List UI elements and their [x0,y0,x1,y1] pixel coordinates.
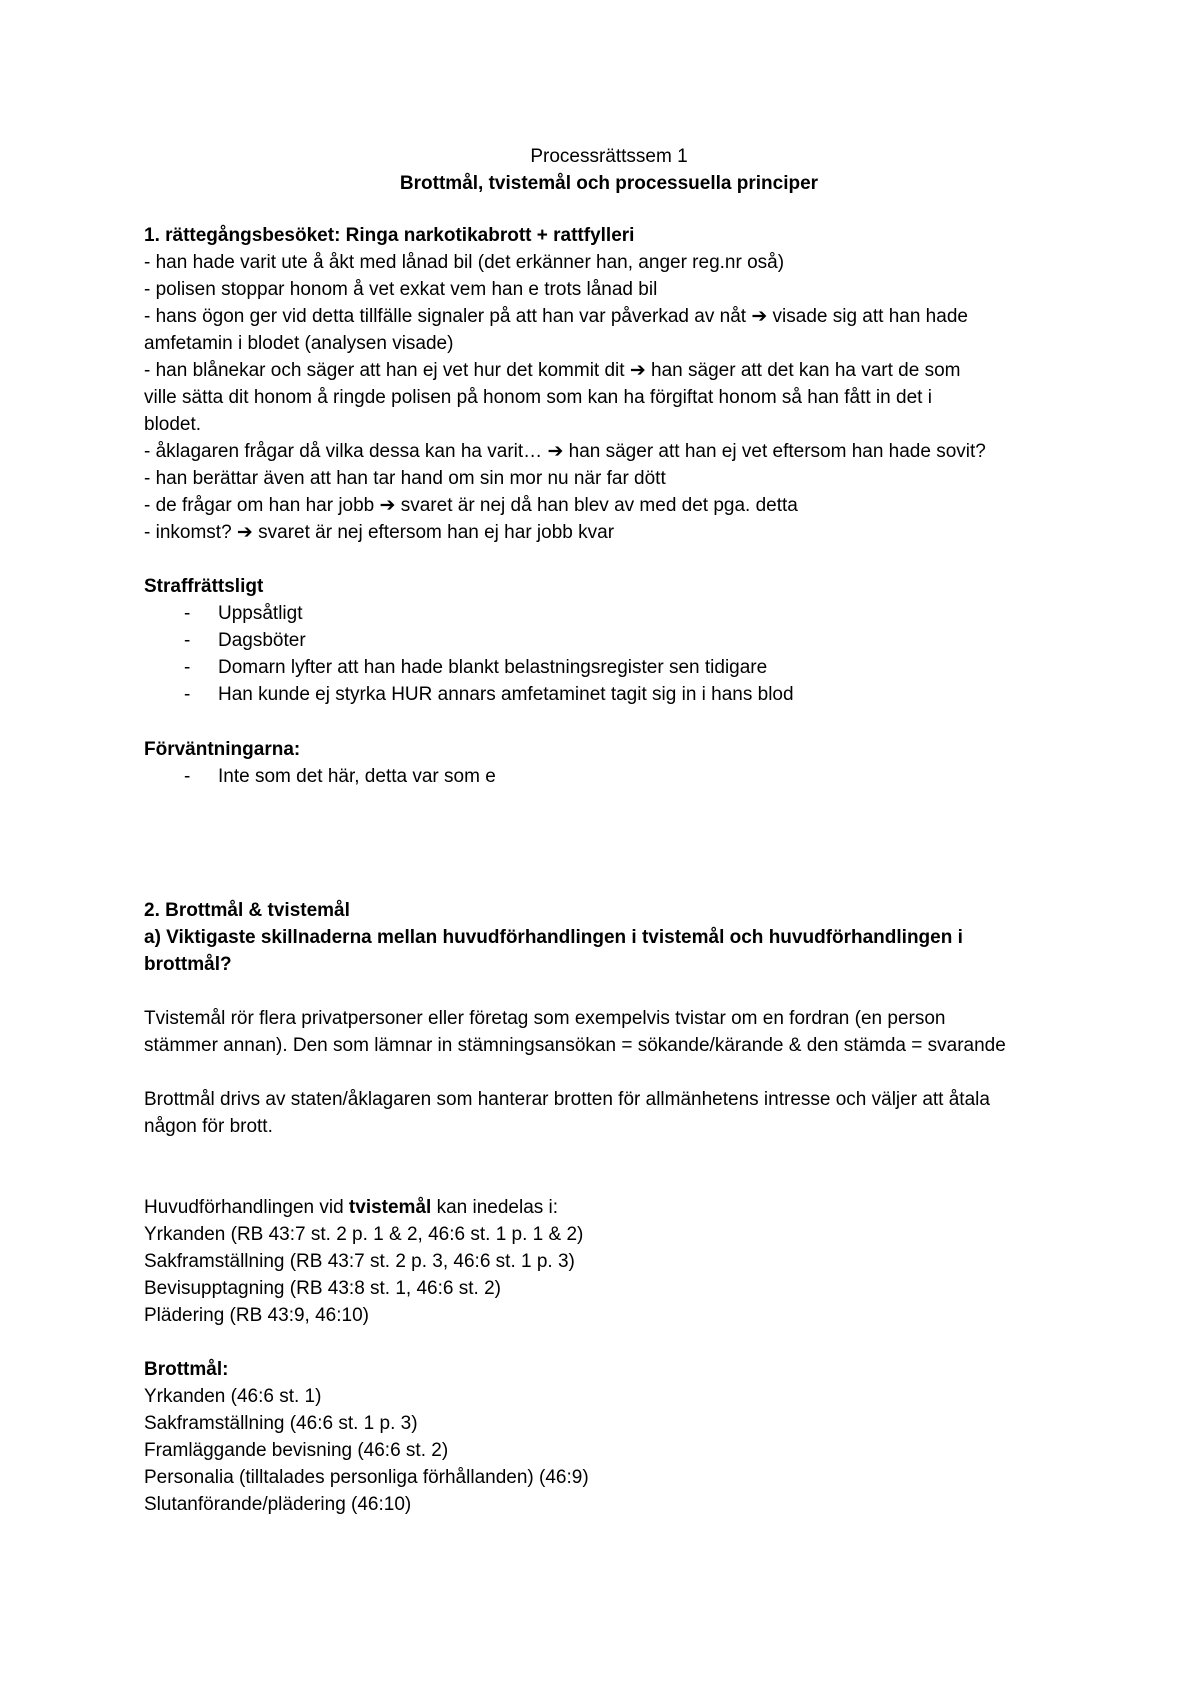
question-a-line: brottmål? [144,954,232,975]
paragraph-line: Brottmål drivs av staten/åklagaren som hanterar brotten för allmänhetens intresse och väljer att åtala [144,1089,990,1110]
note-line: - polisen stoppar honom å vet exkat vem han e trots lånad bil [144,279,658,300]
list-item-text: Han kunde ej styrka HUR annars amfetaminet tagit sig in i hans blod [218,684,794,705]
dash-bullet: - [184,657,191,678]
brottmal-item: Slutanförande/plädering (46:10) [144,1494,412,1515]
intro-text: Huvudförhandlingen vid [144,1197,349,1218]
note-text: visade sig att han hade [767,306,968,327]
list-item [144,600,303,627]
note-line: ville sätta dit honom å ringde polisen på honom som kan ha förgiftat honom så han fått in det i [144,387,932,408]
question-a-line: a) Viktigaste skillnaderna mellan huvudförhandlingen i tvistemål och huvudförhandlingen i [144,927,963,948]
arrow-right-icon: ➔ [236,522,253,543]
note-text: - han blånekar och säger att han ej vet hur det kommit dit [144,360,625,381]
note-line [144,303,968,330]
document-title: Processrättssem 1 [530,146,688,167]
note-line [144,438,986,465]
note-text: - åklagaren frågar då vilka dessa kan ha varit… [144,441,543,462]
note-line [144,492,798,519]
list-item [144,763,496,790]
note-text: - de frågar om han har jobb [144,495,375,516]
forvantningarna-heading: Förväntningarna: [144,739,301,760]
section-1-heading: 1. rättegångsbesöket: Ringa narkotikabrott + rattfylleri [144,225,635,246]
arrow-right-icon: ➔ [547,441,564,462]
section-2-heading: 2. Brottmål & tvistemål [144,900,350,921]
brottmal-item: Sakframställning (46:6 st. 1 p. 3) [144,1413,418,1434]
note-text: - hans ögon ger vid detta tillfälle signaler på att han var påverkad av nåt [144,306,747,327]
note-line: amfetamin i blodet (analysen visade) [144,333,454,354]
note-line: - han hade varit ute å åkt med lånad bil (det erkänner han, anger reg.nr oså) [144,252,785,273]
list-item-text: Dagsböter [218,630,306,651]
intro-bold: tvistemål [348,1197,432,1218]
arrow-right-icon: ➔ [751,306,768,327]
paragraph-line: Tvistemål rör flera privatpersoner eller företag som exempelvis tvistar om en fordran (en person [144,1008,946,1029]
note-text: svaret är nej då han blev av med det pga. detta [395,495,798,516]
tvistemal-item: Yrkanden (RB 43:7 st. 2 p. 1 & 2, 46:6 st. 1 p. 1 & 2) [144,1224,584,1245]
brottmal-heading: Brottmål: [144,1359,229,1380]
list-item [144,681,794,708]
paragraph-line: stämmer annan). Den som lämnar in stämningsansökan = sökande/kärande & den stämda = svarande [144,1035,1006,1056]
dash-bullet: - [184,766,191,787]
arrow-right-icon: ➔ [629,360,646,381]
dash-bullet: - [184,630,191,651]
note-text: svaret är nej eftersom han ej har jobb kvar [252,522,615,543]
list-item-text: Inte som det här, detta var som e [218,766,496,787]
paragraph-line: någon för brott. [144,1116,273,1137]
note-text: - inkomst? [144,522,232,543]
list-item [144,627,306,654]
note-line [144,519,614,546]
brottmal-item: Personalia (tilltalades personliga förhållanden) (46:9) [144,1467,589,1488]
note-line: blodet. [144,414,202,435]
arrow-right-icon: ➔ [379,495,396,516]
tvistemal-item: Plädering (RB 43:9, 46:10) [144,1305,369,1326]
note-line: - han berättar även att han tar hand om sin mor nu när far dött [144,468,666,489]
brottmal-item: Framläggande bevisning (46:6 st. 2) [144,1440,449,1461]
brottmal-item: Yrkanden (46:6 st. 1) [144,1386,322,1407]
dash-bullet: - [184,603,191,624]
tvistemal-item: Sakframställning (RB 43:7 st. 2 p. 3, 46:6 st. 1 p. 3) [144,1251,575,1272]
note-text: han säger att han ej vet eftersom han hade sovit? [563,441,986,462]
list-item-text: Domarn lyfter att han hade blankt belastningsregister sen tidigare [218,657,768,678]
tvistemal-item: Bevisupptagning (RB 43:8 st. 1, 46:6 st. 2) [144,1278,501,1299]
intro-text: kan inedelas i: [431,1197,559,1218]
straffrattsligt-heading: Straffrättsligt [144,576,264,597]
note-line [144,357,961,384]
tvistemal-intro [144,1194,558,1221]
list-item-text: Uppsåtligt [218,603,303,624]
note-text: han säger att det kan ha vart de som [645,360,961,381]
list-item [144,654,767,681]
dash-bullet: - [184,684,191,705]
document-subtitle: Brottmål, tvistemål och processuella principer [399,173,819,194]
